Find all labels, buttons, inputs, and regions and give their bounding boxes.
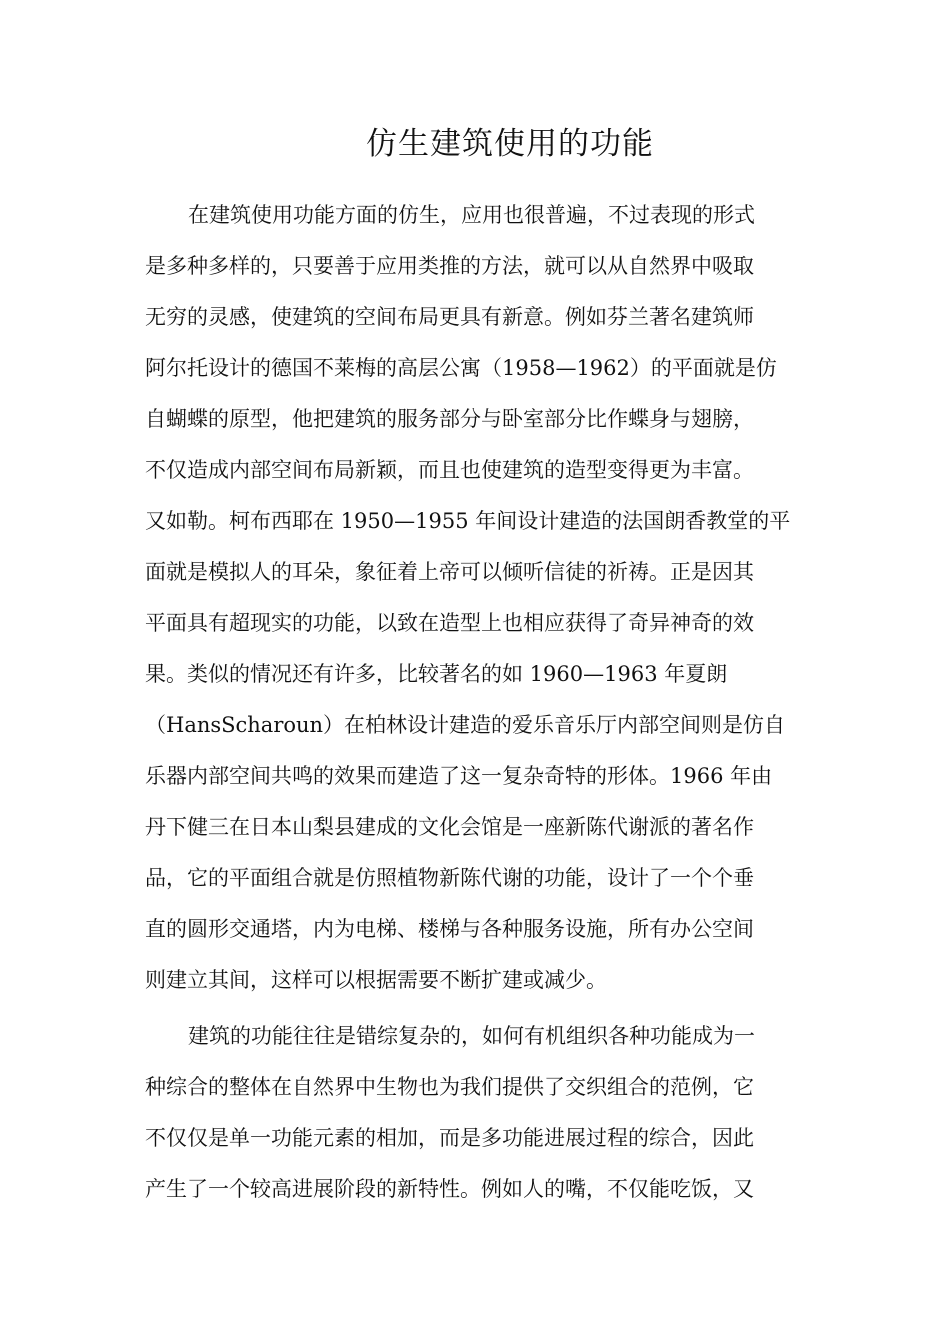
paragraph-line: 阿尔托设计的德国不莱梅的高层公寓（1958—1962）的平面就是仿 xyxy=(145,356,777,380)
paragraph-line: 不仅仅是单一功能元素的相加，而是多功能进展过程的综合，因此 xyxy=(145,1126,754,1150)
paragraph-line: （HansScharoun）在柏林设计建造的爱乐音乐厅内部空间则是仿自 xyxy=(145,713,786,737)
paragraph-line: 平面具有超现实的功能，以致在造型上也相应获得了奇异神奇的效 xyxy=(145,611,754,635)
paragraph-line: 又如勒。柯布西耶在 1950—1955 年间设计建造的法国朗香教堂的平 xyxy=(145,509,791,533)
paragraph-line: 是多种多样的，只要善于应用类推的方法，就可以从自然界中吸取 xyxy=(145,254,754,278)
paragraph-line: 无穷的灵感，使建筑的空间布局更具有新意。例如芬兰著名建筑师 xyxy=(145,305,754,329)
paragraph-line: 不仅造成内部空间布局新颖，而且也使建筑的造型变得更为丰富。 xyxy=(145,458,754,482)
paragraph-line: 则建立其间，这样可以根据需要不断扩建或减少。 xyxy=(145,968,607,992)
paragraph-line: 丹下健三在日本山梨县建成的文化会馆是一座新陈代谢派的著名作 xyxy=(145,815,754,839)
document-title: 仿生建筑使用的功能 xyxy=(366,126,654,162)
paragraph-line: 果。类似的情况还有许多，比较著名的如 1960—1963 年夏朗 xyxy=(145,662,728,686)
paragraph-line: 建筑的功能往往是错综复杂的，如何有机组织各种功能成为一 xyxy=(188,1024,755,1048)
paragraph-line: 在建筑使用功能方面的仿生，应用也很普遍，不过表现的形式 xyxy=(188,203,755,227)
paragraph-line: 种综合的整体在自然界中生物也为我们提供了交织组合的范例，它 xyxy=(145,1075,754,1099)
paragraph-line: 产生了一个较高进展阶段的新特性。例如人的嘴，不仅能吃饭，又 xyxy=(145,1177,754,1201)
paragraph-line: 面就是模拟人的耳朵，象征着上帝可以倾听信徒的祈祷。正是因其 xyxy=(145,560,754,584)
paragraph-line: 自蝴蝶的原型，他把建筑的服务部分与卧室部分比作蝶身与翅膀， xyxy=(145,407,754,431)
paragraph-line: 乐器内部空间共鸣的效果而建造了这一复杂奇特的形体。1966 年由 xyxy=(145,764,773,788)
paragraph-line: 直的圆形交通塔，内为电梯、楼梯与各种服务设施，所有办公空间 xyxy=(145,917,754,941)
paragraph-line: 品，它的平面组合就是仿照植物新陈代谢的功能，设计了一个个垂 xyxy=(145,866,754,890)
